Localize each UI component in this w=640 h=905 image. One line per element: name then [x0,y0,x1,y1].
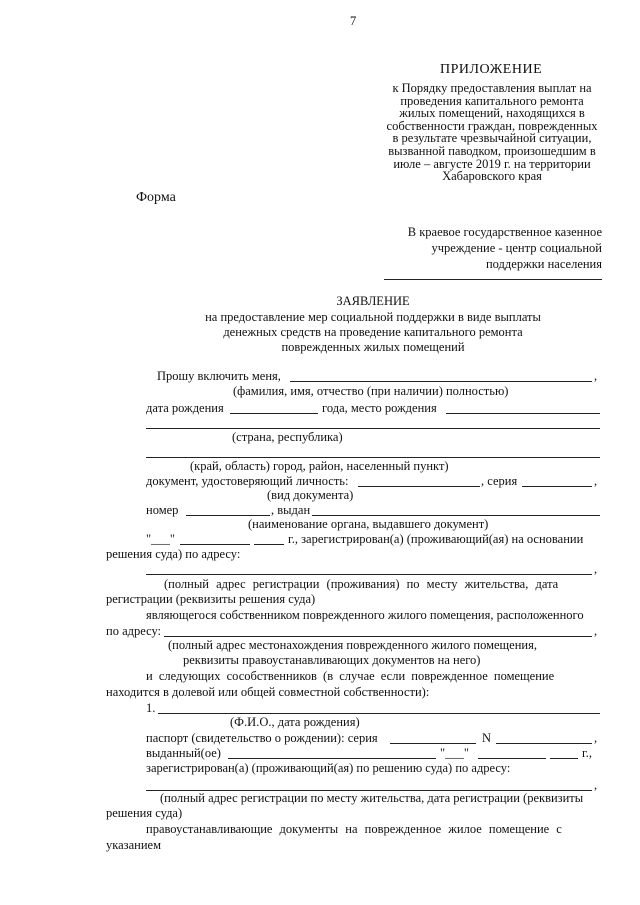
series-label: , серия [481,474,518,488]
passport-label: паспорт (свидетельство о рождении): серия [146,731,378,745]
statement-title: ЗАЯВЛЕНИЕ [336,294,410,308]
appendix-line: собственности граждан, поврежденных [386,118,598,133]
appendix-title: ПРИЛОЖЕНИЕ [440,62,543,77]
comma: , [594,562,598,576]
org-hint: (наименование органа, выдавшего документ) [248,517,489,531]
date-month-field[interactable] [180,544,250,545]
owner-address-field[interactable] [164,636,592,637]
n-label: N [482,731,492,745]
comma: , [594,731,598,745]
reg-hint-2: решения суда) [106,806,183,820]
appendix-line: вызванной паводком, произошедшим в [388,143,596,158]
birth-place-label: года, место рождения [322,401,437,415]
passport-number-field[interactable] [496,743,592,744]
title-docs-text-2: указанием [106,838,162,852]
form-label: Форма [136,190,176,205]
fio-birth-hint: (Ф.И.О., дата рождения) [230,715,360,729]
g-label: г., [582,746,592,760]
issued-date-month-field[interactable] [478,758,546,759]
appendix-line: в результате чрезвычайной ситуации, [392,131,592,146]
co-owners-text-2: находится в долевой или общей совместной собственности): [106,685,430,699]
issued-date-year-field[interactable] [550,758,578,759]
birth-date-label: дата рождения [146,401,224,415]
addressee-line: В краевое государственное казенное [407,225,602,239]
subtitle-line: на предоставление мер социальной поддержки в виде выплаты [205,310,541,324]
appendix-line: проведения капитального ремонта [400,93,584,108]
issued-oe-field[interactable] [228,758,436,759]
country-hint: (страна, республика) [232,430,343,444]
page-number: 7 [350,14,357,28]
registered-court-text: зарегистрирован(а) (проживающий(ая) по решению суда) по адресу: [146,761,511,775]
number-label: номер [146,503,179,517]
id-doc-label: документ, удостоверяющий личность: [146,474,349,488]
birth-place-field-2[interactable] [146,428,600,429]
full-address-hint: (полный адрес регистрации (проживания) по месту жительства, дата [164,577,559,591]
comma: , [594,778,598,792]
date-year-field[interactable] [254,544,284,545]
damaged-hint-2: реквизиты правоустанавливающих документов на него) [183,653,481,667]
birth-place-field[interactable] [446,413,600,414]
owner-address-label: по адресу: [106,624,162,638]
issued-field[interactable] [312,515,600,516]
region-field[interactable] [146,457,600,458]
co-owners-text: и следующих сособственников (в случае если поврежденное помещение [146,669,555,683]
region-hint: (край, область) город, район, населенный пункт) [190,459,449,473]
owner-text: являющегося собственником поврежденного жилого помещения, расположенного [146,608,584,622]
co-owner-fio-field[interactable] [158,713,600,714]
fio-field[interactable] [290,381,592,382]
appendix-line: к Порядку предоставления выплат на [392,81,592,95]
court-address-label: решения суда) по адресу: [106,547,241,561]
comma: , [594,474,598,488]
series-field[interactable] [522,486,592,487]
id-doc-field[interactable] [358,486,480,487]
statement-subtitle [0,310,640,355]
issued-date-day: "___" [440,746,469,760]
addressee-block [380,224,602,272]
birth-date-field[interactable] [230,413,318,414]
issued-oe-label: выданный(ое) [146,746,221,760]
passport-series-field[interactable] [390,743,476,744]
issued-label: , выдан [271,503,311,517]
addressee-line: учреждение - центр социальной [431,241,602,255]
appendix-block [378,82,606,183]
addressee-line: поддержки населения [485,257,602,271]
subtitle-line: поврежденных жилых помещений [281,340,465,354]
title-docs-text: правоустанавливающие документы на поврежденное жилое помещение с [146,822,562,836]
comma: , [594,369,598,383]
appendix-line: Хабаровского края [442,169,542,184]
addressee-underline [384,279,602,280]
address-field[interactable] [146,574,592,575]
full-address-hint-2: регистрации (реквизиты решения суда) [106,592,316,606]
doc-type-hint: (вид документа) [267,488,354,502]
subtitle-line: денежных средств на проведение капитального ремонта [223,325,523,339]
number-field[interactable] [186,515,270,516]
appendix-line: июле – августе 2019 г. на территории [393,156,591,171]
registered-text: г., зарегистрирован(а) (проживающий(ая) на основании [288,532,584,546]
prosu-text: Прошу включить меня, [157,369,281,383]
item-number: 1. [146,701,156,715]
date-day: "___" [146,532,175,546]
comma: , [594,624,598,638]
fio-hint: (фамилия, имя, отчество (при наличии) полностью) [233,384,509,398]
reg-hint: (полный адрес регистрации по месту жительства, дата регистрации (реквизиты [160,791,584,805]
damaged-hint: (полный адрес местонахождения поврежденного жилого помещения, [168,638,537,652]
appendix-line: жилых помещений, находящихся в [399,106,585,121]
